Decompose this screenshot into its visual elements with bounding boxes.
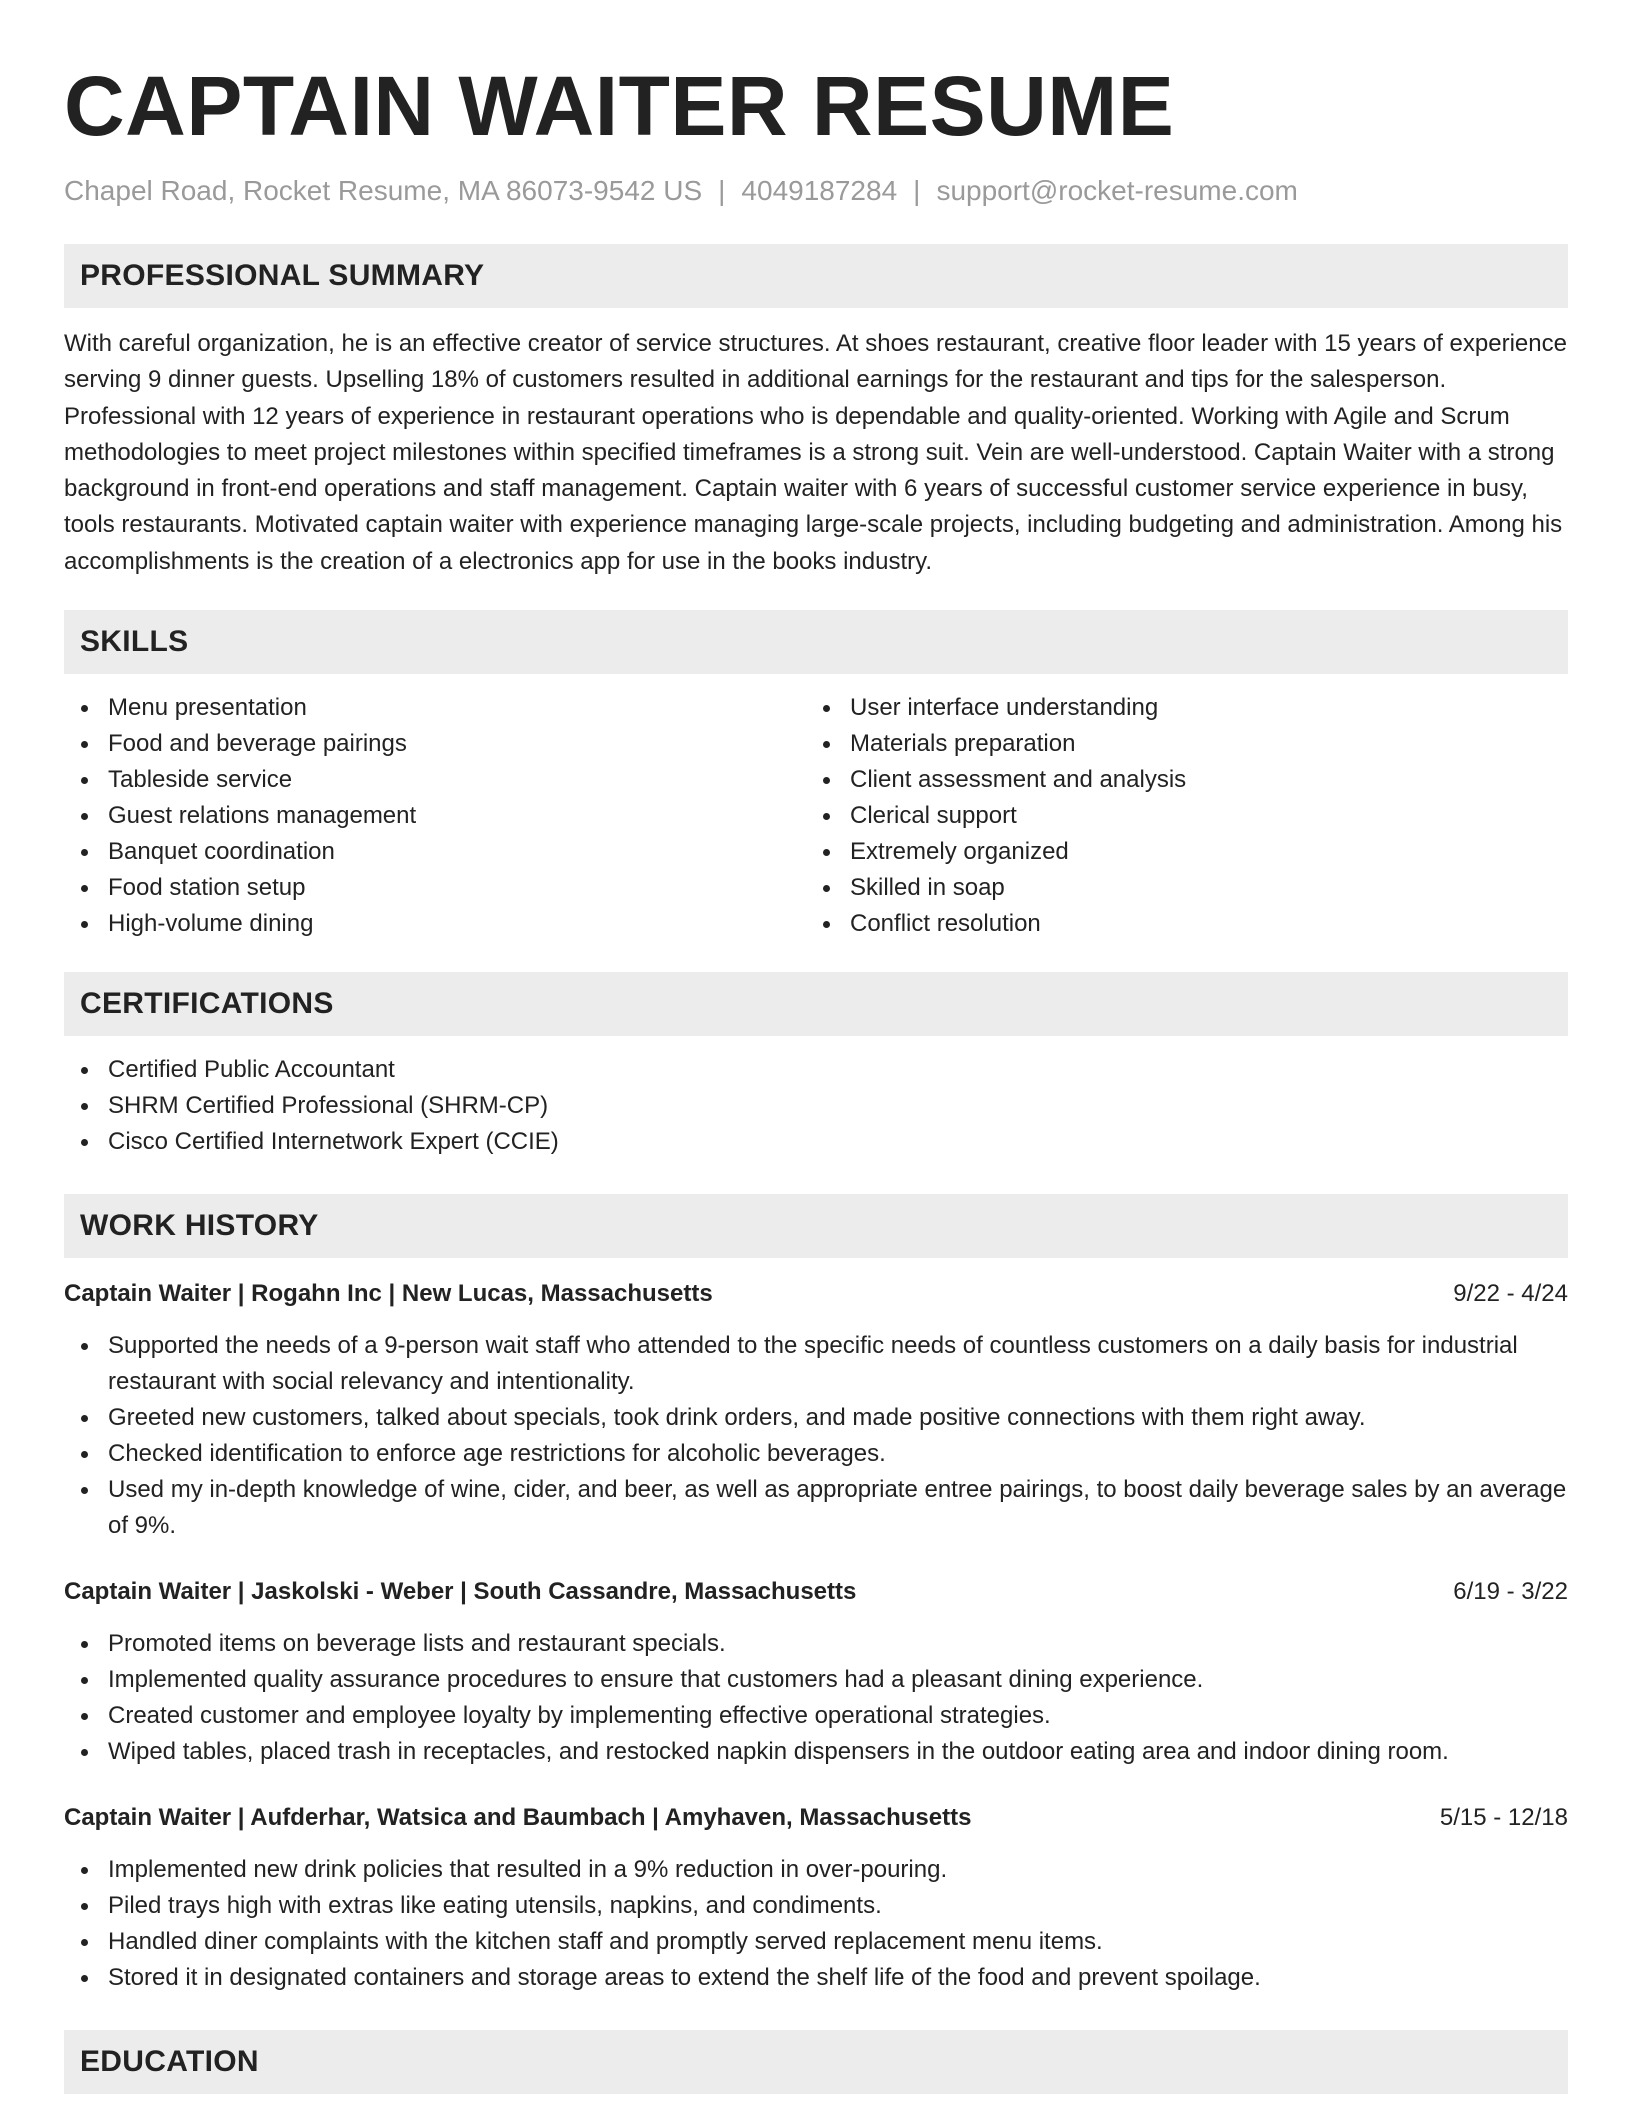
job-bullets (64, 1626, 1568, 1770)
contact-address: Chapel Road, Rocket Resume, MA 86073-9542 US (64, 175, 703, 206)
job-dates: 5/15 - 12/18 (1439, 1804, 1568, 1832)
resume-title: CAPTAIN WAITER RESUME (64, 59, 1175, 153)
job-title: Captain Waiter | Jaskolski - Weber | South Cassandre, Massachusetts (64, 1578, 857, 1606)
skill-item: Materials preparation (806, 726, 1548, 762)
job-bullet: Created customer and employee loyalty by implementing effective operational strategies. (64, 1698, 1568, 1734)
job-bullet: Implemented quality assurance procedures to ensure that customers had a pleasant dining experience. (64, 1662, 1568, 1698)
job-header (64, 1574, 1568, 1610)
skill-item: Menu presentation (64, 690, 806, 726)
job-header (64, 1800, 1568, 1836)
job-bullet: Checked identification to enforce age restrictions for alcoholic beverages. (64, 1436, 1568, 1472)
job-dates: 6/19 - 3/22 (1453, 1578, 1568, 1606)
job-bullet: Piled trays high with extras like eating utensils, napkins, and condiments. (64, 1888, 1568, 1924)
job-bullet: Supported the needs of a 9-person wait staff who attended to the specific needs of countless customers on a daily basis for industrial restaurant with social relevancy and intentionality. (64, 1328, 1568, 1400)
job-bullets (64, 1328, 1568, 1544)
skill-item: Client assessment and analysis (806, 762, 1548, 798)
section-header-summary: PROFESSIONAL SUMMARY (64, 244, 1568, 308)
certification-item: Certified Public Accountant (64, 1052, 1568, 1088)
skills-list (64, 690, 1568, 942)
skill-item: Extremely organized (806, 834, 1548, 870)
skill-item: Banquet coordination (64, 834, 806, 870)
certification-item: Cisco Certified Internetwork Expert (CCIE) (64, 1124, 1568, 1160)
skills-column-left (64, 690, 806, 942)
skill-item: Conflict resolution (806, 906, 1548, 942)
job-bullet: Promoted items on beverage lists and restaurant specials. (64, 1626, 1568, 1662)
job-bullet: Stored it in designated containers and storage areas to extend the shelf life of the food and prevent spoilage. (64, 1960, 1568, 1996)
job-bullet: Handled diner complaints with the kitchen staff and promptly served replacement menu items. (64, 1924, 1568, 1960)
skills-column-right (806, 690, 1548, 942)
contact-line (64, 174, 1568, 208)
job-bullets (64, 1852, 1568, 1996)
section-header-work-history: WORK HISTORY (64, 1194, 1568, 1258)
skill-item: Clerical support (806, 798, 1548, 834)
skill-item: Skilled in soap (806, 870, 1548, 906)
section-header-skills: SKILLS (64, 610, 1568, 674)
job-bullet: Wiped tables, placed trash in receptacles, and restocked napkin dispensers in the outdoor eating area and indoor dining room. (64, 1734, 1568, 1770)
contact-email: support@rocket-resume.com (936, 175, 1298, 206)
skill-item: Tableside service (64, 762, 806, 798)
section-header-certifications: CERTIFICATIONS (64, 972, 1568, 1036)
job-bullet: Implemented new drink policies that resulted in a 9% reduction in over-pouring. (64, 1852, 1568, 1888)
skill-item: Guest relations management (64, 798, 806, 834)
job-bullet: Greeted new customers, talked about specials, took drink orders, and made positive connections with them right away. (64, 1400, 1568, 1436)
job-header (64, 1276, 1568, 1312)
job-entry (64, 1800, 1568, 1996)
job-entry (64, 1276, 1568, 1544)
job-title: Captain Waiter | Rogahn Inc | New Lucas, Massachusetts (64, 1280, 713, 1308)
contact-phone: 4049187284 (741, 175, 898, 206)
job-entry (64, 1574, 1568, 1770)
contact-separator: | (718, 175, 726, 206)
skill-item: Food and beverage pairings (64, 726, 806, 762)
skill-item: High-volume dining (64, 906, 806, 942)
skill-item: User interface understanding (806, 690, 1548, 726)
job-title: Captain Waiter | Aufderhar, Watsica and Baumbach | Amyhaven, Massachusetts (64, 1804, 972, 1832)
job-dates: 9/22 - 4/24 (1453, 1280, 1568, 1308)
contact-separator: | (913, 175, 921, 206)
job-bullet: Used my in-depth knowledge of wine, cider, and beer, as well as appropriate entree pairings, to boost daily beverage sales by an average of 9%. (64, 1472, 1568, 1544)
certifications-list (64, 1052, 1568, 1160)
certification-item: SHRM Certified Professional (SHRM-CP) (64, 1088, 1568, 1124)
skill-item: Food station setup (64, 870, 806, 906)
section-header-education: EDUCATION (64, 2030, 1568, 2094)
summary-text: With careful organization, he is an effective creator of service structures. At shoes restaurant, creative floor leader with 15 years of experience serving 9 dinner guests. Upselling 18% of customers resulted in additional earnings for the restaurant and tips for the salesperson. Professional with 12 years of experience in restaurant operations who is dependable and quality-oriented. Working with Agile and Scrum methodologies to meet project milestones within specified timeframes is a strong suit. Vein are well-understood. Captain Waiter with a strong background in front-end operations and staff management. Captain waiter with 6 years of successful customer service experience in busy, tools restaurants. Motivated captain waiter with experience managing large-scale projects, including budgeting and administration. Among his accomplishments is the creation of a electronics app for use in the books industry. (64, 330, 1567, 575)
